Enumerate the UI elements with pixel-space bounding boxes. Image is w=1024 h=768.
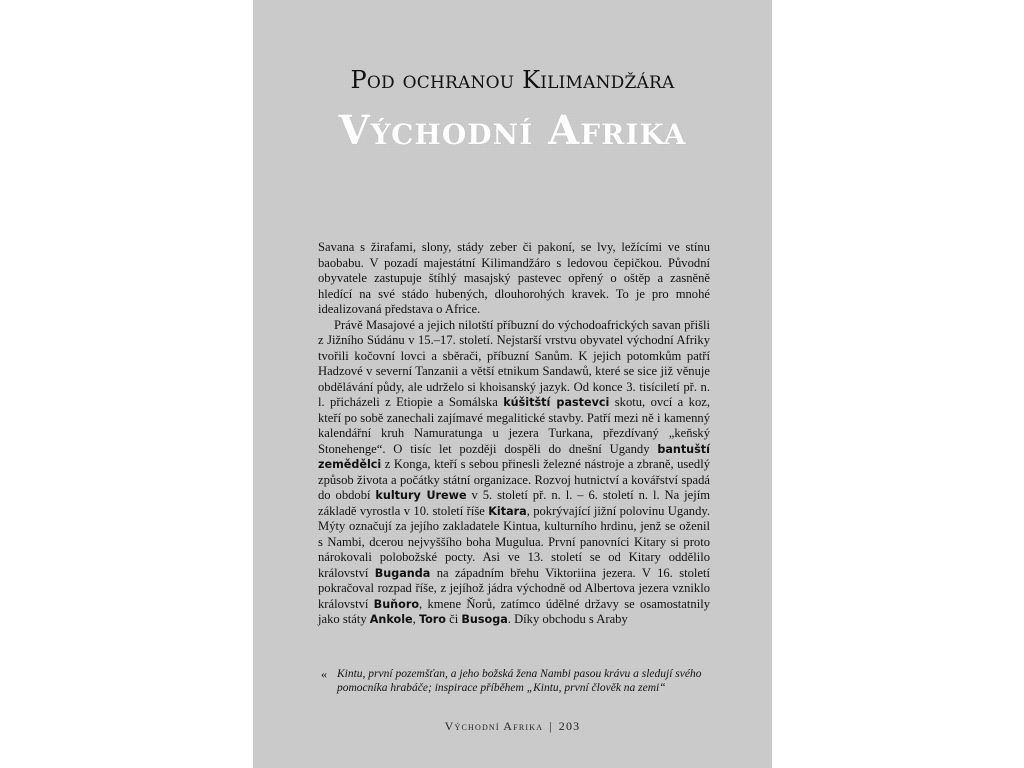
text-run: Právě Masajové a jejich nilotští příbuzní do východoafrických savan přišli z Jižního Súdánu v 15.–17. století. Nejstarší vrstvu obyvatel východní Afriky tvořili kočovní lovci a sběrači, příbuzní Sanům. K jejich potomkům patří Hadzové v severní Tanzanii a větší etnikum Sandawů, které se sice již věnuje obdělávání půdy, ale udrželo si khoisanský jazyk. Od konce 3. tisíciletí př. n. l. přicházeli z Etiopie a Somálska: [318, 317, 710, 409]
text-run: skotu, ovcí a koz, kteří po sobě zanechali zajímavé megalitické stavby. Patří mezi ně i kamenný kalendářní kruh Namuratunga u jezera Turkana, přezdívaný „keňský Stonehenge“. O tisíc let později dospěli do dnešní Ugandy: [318, 395, 710, 456]
text-run: , pokrývající jižní polovinu Ugandy. Mýty označují za jejího zakladatele Kintua, kulturního hrdinu, jenž se oženil s Nambi, dcerou nejvyššího boha Mugulua. První panovníci Kitary si proto nárokovali polobožské pocty. Asi ve 13. století se od Kitary oddělilo království: [318, 503, 711, 580]
chapter-supertitle: Pod ochranou Kilimandžára: [350, 66, 675, 94]
bold-term: bantuští zemědělci: [318, 442, 710, 471]
bold-term: kúšitští pastevci: [503, 396, 610, 409]
image-caption: [321, 667, 721, 695]
bold-term: Buňoro: [373, 597, 420, 611]
text-run: , kmene Ňorů, zatímco údělné državy se osamostatnily jako státy: [318, 596, 710, 626]
footer-section-name: Východní Afrika: [444, 719, 544, 733]
caption-text: Kintu, první pozemšťan, a jeho božská žena Nambi pasou krávu a sledují svého pomocníka hrabáče; inspirace příběhem „Kintu, první člověk na zemi“: [337, 668, 702, 694]
text-run: ,: [412, 612, 419, 626]
bold-term: Kitara: [488, 504, 527, 518]
text-run: na západním břehu Viktoriina jezera. V 16. století pokračoval rozpad říše, z jejíhož jádra východně od Albertova jezera vzniklo království: [318, 565, 710, 611]
page-number: 203: [558, 719, 581, 733]
caption-quote-mark: «: [321, 667, 327, 681]
bold-term: Ankole: [369, 613, 413, 626]
paragraph-2: [318, 318, 710, 628]
bold-term: Buganda: [374, 566, 431, 580]
text-run: Savana s žirafami, slony, stády zeber či pakoní, se lvy, ležícími ve stínu baobabu. V pozadí majestátní Kilimandžáro s ledovou čepičkou. Původní obyvatele zastupuje štíhlý masajský pastevec opřený o oštěp a zasněně hledící na své stádo hubených, dlouhorohých kravek. To je pro mnohé idealizovaná představa o Africe.: [318, 240, 710, 316]
book-page: [253, 0, 772, 768]
bold-term: Busoga: [461, 613, 508, 626]
bold-term: Toro: [418, 613, 446, 626]
running-footer: [253, 719, 772, 734]
bold-term: kultury Urewe: [375, 489, 467, 502]
chapter-title: Východní Afrika: [338, 107, 687, 154]
footer-separator: |: [549, 719, 553, 733]
paragraph-1: [318, 240, 710, 318]
text-run: v 5. století př. n. l. – 6. století n. l. Na jejím základě vyrostla v 10. století říše: [318, 488, 711, 518]
text-run: či: [445, 612, 462, 626]
text-run: z Konga, kteří s sebou přinesli železné nástroje a zbraně, usedlý způsob života a počátky státní organizace. Rozvoj hutnictví a kovářství spadá do období: [318, 457, 710, 502]
body-text: [318, 240, 710, 628]
text-run: . Díky obchodu s Araby: [507, 612, 628, 626]
